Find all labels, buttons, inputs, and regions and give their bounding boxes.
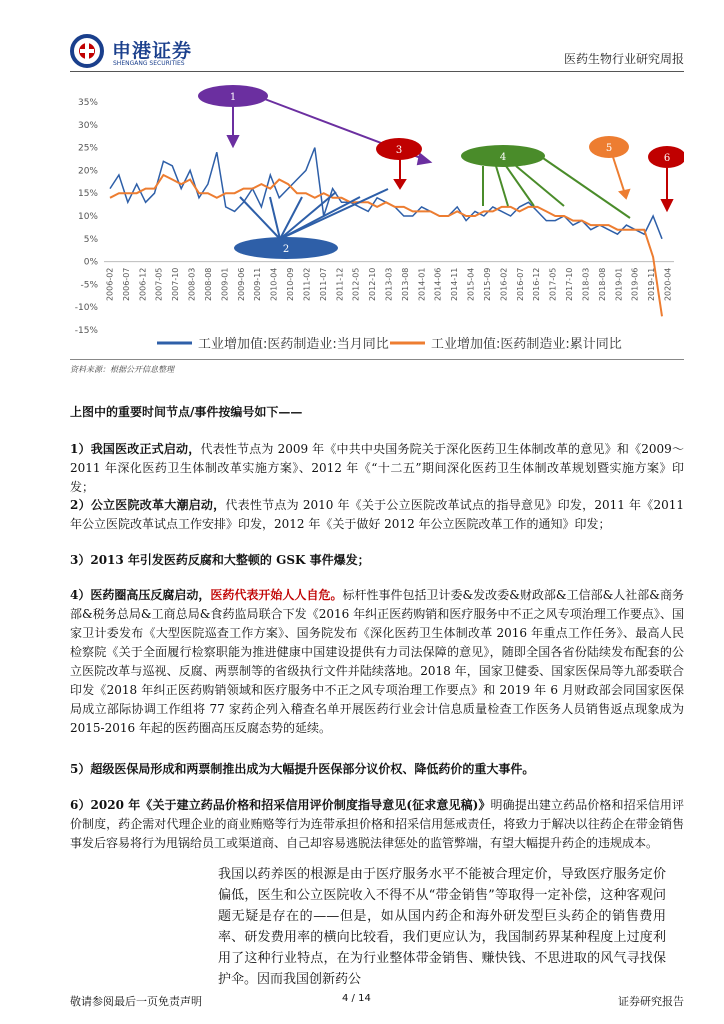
x-tick-label: 2008-03 <box>187 267 197 302</box>
x-tick-label: 2006-02 <box>105 267 115 302</box>
event-item-5 <box>70 760 684 779</box>
x-tick-label: 2011-07 <box>318 267 328 302</box>
y-tick-label: 35% <box>77 98 98 108</box>
industry-growth-chart <box>70 84 684 359</box>
source-divider <box>70 359 684 360</box>
y-tick-label: 25% <box>77 143 98 154</box>
legend-label-monthly: 工业增加值:医药制造业:当月同比 <box>198 337 389 352</box>
page-number: 4 / 14 <box>342 993 371 1004</box>
x-tick-label: 2009-01 <box>220 267 230 302</box>
x-tick-label: 2019-06 <box>630 267 640 302</box>
event-4-text: 标杆性事件包括卫计委&发改委&财政部&工信部&人社部&商务部&税务总局&工商总局&食药监局联合下发《2016 年纠正医药购销和医疗服务中不正之风专项治理工作要点》、国家卫计委发布《大型医院巡查工作方案》、国务院发布《深化医药卫生体制改革 2016 年重点工作任务》、最高人民检察院《关于全面履行检察职能为推进健康中国建设提供有力司法保障的意见》，随即全国各省份陆续发布配套的公立医院改革与巡视、反腐、两票制等的省级执行文件并陆续落地。2018 年，国家卫健委、国家医保局等九部委联合印发《2018 年纠正医药购销领域和医疗服务中不正之风专项治理工作要点》和 2019 年 6 月财政部会同国家医保局成立部际协调工作组将 77 家药企列入稽查名单开展医药行业会计信息质量检查工作医务人员销售返点现象成为 2015-2016 年起的医药圈高压反腐态势的延续。 <box>70 588 684 735</box>
x-tick-label: 2017-10 <box>565 267 575 302</box>
event-1-lead: 1）我国医改正式启动， <box>70 442 201 456</box>
event-2-text: 代表性节点为 2010 年《关于公立医院改革试点的指导意见》印发，2011 年《2011 年公立医院改革试点工作安排》印发，2012 年《关于做好 2012 年公立医院改革工作的通知》印发； <box>70 498 684 531</box>
y-tick-label: -15% <box>74 326 98 336</box>
event-callouts <box>198 85 684 259</box>
event-4-highlight: 医药代表开始人人自危。 <box>210 588 343 602</box>
callout-6-label: 6 <box>663 153 671 164</box>
event-3-lead: 3）2013 年引发医药反腐和大整顿的 GSK 事件爆发； <box>70 553 370 567</box>
x-tick-label: 2015-09 <box>482 267 492 302</box>
event-item-2 <box>70 496 684 534</box>
company-name-en: SHENGANG SECURITIES <box>113 60 185 67</box>
x-tick-label: 2014-06 <box>433 267 443 302</box>
x-tick-label: 2012-05 <box>351 267 361 302</box>
event-6-text: 明确提出建立药品价格和招采信用评价制度，药企需对代理企业的商业贿赂等行为连带承担价格和招采信用惩戒责任，将致力于解决以往药企在带金销售事发后容易将行为甩锅给员工或渠道商、自己却容易逃脱法律惩处的监管弊端，有望大幅提升药企的违规成本。 <box>70 798 684 850</box>
x-tick-label: 2016-07 <box>515 267 525 302</box>
event-item-4 <box>70 586 684 738</box>
chart-legend <box>157 336 622 352</box>
report-type: 证券研究报告 <box>618 995 684 1008</box>
event-1-text: 代表性节点为 2009 年《中共中央国务院关于深化医药卫生体制改革的意见》和《2009～2011 年深化医药卫生体制改革实施方案》、2012 年《“十二五”期间深化医药卫生体制改革规划暨实施方案》印发； <box>70 442 684 494</box>
event-item-6 <box>70 796 684 853</box>
page-header <box>70 30 684 70</box>
series-monthly-line <box>110 148 662 239</box>
events-intro: 上图中的重要时间节点/事件按编号如下—— <box>70 405 303 419</box>
x-tick-label: 2016-02 <box>499 267 509 302</box>
event-item-3 <box>70 551 684 570</box>
event-2-lead: 2）公立医院改革大潮启动， <box>70 498 226 512</box>
disclaimer-note: 敬请参阅最后一页免责声明 <box>70 995 202 1008</box>
report-title: 医药生物行业研究周报 <box>563 52 684 66</box>
x-tick-label: 2009-11 <box>253 267 263 302</box>
y-tick-label: -5% <box>80 280 98 291</box>
x-tick-label: 2009-06 <box>236 267 246 302</box>
x-tick-label: 2011-12 <box>335 267 345 302</box>
x-tick-label: 2018-08 <box>597 267 607 302</box>
header-divider <box>70 71 684 72</box>
x-tick-label: 2006-07 <box>121 267 131 302</box>
callout-2-label: 2 <box>282 244 290 255</box>
x-tick-label: 2014-01 <box>417 267 427 302</box>
x-tick-label: 2018-03 <box>581 267 591 302</box>
y-tick-label: 10% <box>77 212 98 222</box>
callout-4-label: 4 <box>499 152 507 163</box>
x-tick-label: 2006-12 <box>138 267 148 302</box>
callout-5-label: 5 <box>605 143 613 154</box>
x-tick-label: 2015-04 <box>466 267 476 302</box>
x-tick-label: 2014-11 <box>450 267 460 302</box>
x-tick-label: 2013-03 <box>384 267 394 302</box>
x-tick-label: 2013-08 <box>400 267 410 302</box>
x-tick-label: 2007-05 <box>154 267 164 302</box>
x-tick-label: 2008-08 <box>203 267 213 302</box>
chart-source: 资料来源：根据公开信息整理 <box>70 365 174 374</box>
x-tick-label: 2012-10 <box>368 267 378 302</box>
x-tick-label: 2020-04 <box>663 267 673 302</box>
event-5-lead: 5）超级医保局形成和两票制推出成为大幅提升医保部分议价权、降低药价的重大事件。 <box>70 762 535 776</box>
x-tick-label: 2017-05 <box>548 267 558 302</box>
event-4-lead: 4）医药圈高压反腐启动， <box>70 588 211 602</box>
x-tick-label: 2019-01 <box>614 267 624 302</box>
y-tick-label: -10% <box>74 303 98 314</box>
callout-1-label: 1 <box>229 92 237 103</box>
x-tick-label: 2007-10 <box>171 267 181 302</box>
x-tick-label: 2010-04 <box>269 267 279 302</box>
x-tick-label: 2016-12 <box>532 267 542 302</box>
x-tick-label: 2011-02 <box>302 267 312 302</box>
y-tick-label: 0% <box>83 257 98 268</box>
y-tick-label: 20% <box>77 166 98 177</box>
company-name: 申港证券 <box>112 40 193 62</box>
y-tick-label: 15% <box>77 189 98 200</box>
x-tick-label: 2019-11 <box>647 267 657 302</box>
commentary-quote: 我国以药养医的根源是由于医疗服务水平不能被合理定价，导致医疗服务定价偏低，医生和公立医院收入不得不从“带金销售”等取得一定补偿，这种客观问题无疑是存在的——但是，如从国内药企和海外研发型巨头药企的销售费用率、研发费用率的横向比较看，我们更应认为，我国制药界某种程度上过度利用了这种行业特点，在为行业整体带金销售、赚快钱、不思进取的风气寻找保护伞。因而我国创新药公 <box>218 867 666 987</box>
x-tick-label: 2010-09 <box>286 267 296 302</box>
company-logo <box>70 34 260 68</box>
legend-label-cumulative: 工业增加值:医药制造业:累计同比 <box>431 337 622 352</box>
event-item-1 <box>70 440 684 497</box>
event-6-lead: 6）2020 年《关于建立药品价格和招采信用评价制度指导意见(征求意见稿)》 <box>70 798 491 812</box>
y-tick-label: 30% <box>77 120 98 131</box>
callout-3-label: 3 <box>395 145 403 156</box>
logo-icon <box>70 34 106 68</box>
y-tick-label: 5% <box>83 234 98 245</box>
